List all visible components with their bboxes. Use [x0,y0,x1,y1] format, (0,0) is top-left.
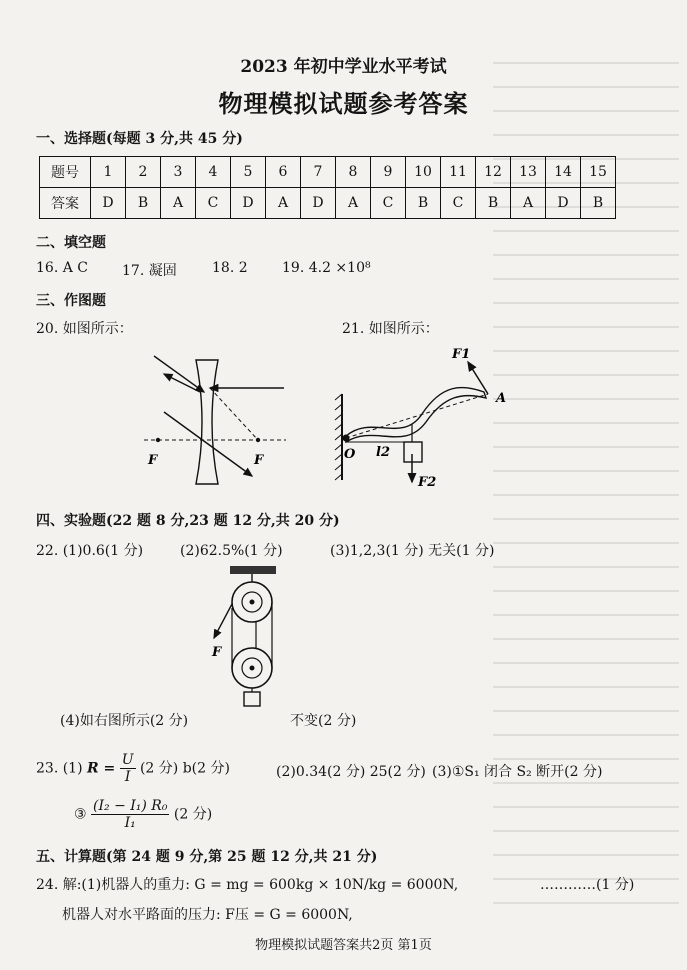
table-cell: 3 [161,157,196,188]
table-cell: C [441,188,476,219]
ceiling-beam [230,566,276,574]
row-label-answer: 答案 [40,188,91,219]
q23b-rest: (2 分) [173,806,213,823]
q23-fraction [120,752,136,785]
answer-q19: 19. 4.2 ×10⁸ [282,260,371,276]
table-row-answers [40,188,616,219]
hanging-load [244,692,260,706]
q23b-fraction [91,798,169,831]
lever-arm [346,387,486,442]
table-cell: 12 [476,157,511,188]
label-o: O [344,447,356,462]
table-cell: B [476,188,511,219]
answer-q23-part1 [36,752,230,785]
table-cell: D [546,188,581,219]
table-cell: C [196,188,231,219]
table-cell: 14 [546,157,581,188]
q23-part1-prefix: 23. (1) [36,760,83,777]
answer-q22-part4: (4)如右图所示(2 分) [60,713,189,729]
answer-q17: 17. 凝固 [122,263,177,279]
q23b-numerator: (I₂ − I₁) R₀ [93,798,168,814]
table-cell: 4 [196,157,231,188]
document-title: 物理模拟试题参考答案 [218,89,469,118]
pulley-figure [208,562,298,712]
q23-numerator: U [121,752,134,768]
label-a: A [496,391,507,406]
q23b-denominator: I₁ [124,815,136,831]
label-f2: F2 [418,475,437,490]
answer-q22-part1: 22. (1)0.6(1 分) [36,543,144,559]
table-cell: 1 [91,157,126,188]
focal-point-left [156,438,160,442]
table-cell: 8 [336,157,371,188]
table-cell: 2 [126,157,161,188]
lever-figure [332,344,522,494]
table-cell: 7 [301,157,336,188]
answer-q16: 16. A C [36,260,88,276]
focal-label-left: F [148,453,158,468]
row-label-number: 题号 [40,157,91,188]
table-cell: 6 [266,157,301,188]
answer-q23-part3b [74,798,212,831]
section2-heading: 二、填空题 [36,235,106,251]
table-cell: D [301,188,336,219]
table-cell: D [231,188,266,219]
table-cell: 11 [441,157,476,188]
table-cell: B [406,188,441,219]
section3-heading: 三、作图题 [36,293,106,309]
pulley-force-label: F [212,645,222,660]
answer-q24-line1: 24. 解:(1)机器人的重力: G = mg = 600kg × 10N/kg = 6000N, [36,877,459,893]
section1-heading: 一、选择题(每题 3 分,共 45 分) [36,131,243,147]
section5-heading: 五、计算题(第 24 题 9 分,第 25 题 12 分,共 21 分) [36,849,378,865]
table-cell: 10 [406,157,441,188]
table-cell: 15 [581,157,616,188]
answer-q22-part3: (3)1,2,3(1 分) 无关(1 分) [330,543,495,559]
table-cell: A [336,188,371,219]
table-cell: A [266,188,301,219]
lens-shape [196,360,218,484]
hanging-weight [404,442,422,462]
answer-q23-part3: (3)①S₁ 闭合 S₂ 断开(2 分) [432,764,603,780]
table-cell: A [161,188,196,219]
q23-part1-rest: (2 分) b(2 分) [139,760,230,777]
label-l2: l2 [376,445,390,460]
q23-circled-three: ③ [74,806,87,823]
table-cell: B [581,188,616,219]
ray-extension [210,388,258,440]
page-footer: 物理模拟试题答案共2页 第1页 [255,938,432,953]
q23-denominator: I [124,769,131,785]
answer-q23-part2: (2)0.34(2 分) 25(2 分) [276,764,426,780]
answer-table [39,156,616,219]
answer-q22-part2: (2)62.5%(1 分) [180,543,283,559]
ray-refracted-lower [164,412,252,476]
table-cell: 5 [231,157,266,188]
answer-q18: 18. 2 [212,260,248,276]
force-f1-arrow [468,362,488,394]
q23-formula-lhs: R = [87,760,116,777]
table-cell: D [91,188,126,219]
answer-q24-score: …………(1 分) [540,877,635,893]
table-cell: B [126,188,161,219]
answer-q20: 20. 如图所示： [36,321,133,337]
focal-label-right: F [254,453,264,468]
table-cell: A [511,188,546,219]
answer-q22-part4-unchanged: 不变(2 分) [290,713,357,729]
concave-lens-figure [134,352,314,492]
pull-force-arrow [214,604,232,638]
table-cell: 9 [371,157,406,188]
table-cell: C [371,188,406,219]
exam-title: 2023 年初中学业水平考试 [240,57,447,77]
label-f1: F1 [452,347,471,362]
table-cell: 13 [511,157,546,188]
section4-heading: 四、实验题(22 题 8 分,23 题 12 分,共 20 分) [36,513,340,529]
answer-q24-line2: 机器人对水平路面的压力: F压 = G = 6000N, [62,907,353,923]
answer-q21: 21. 如图所示： [342,321,439,337]
table-row-numbers [40,157,616,188]
